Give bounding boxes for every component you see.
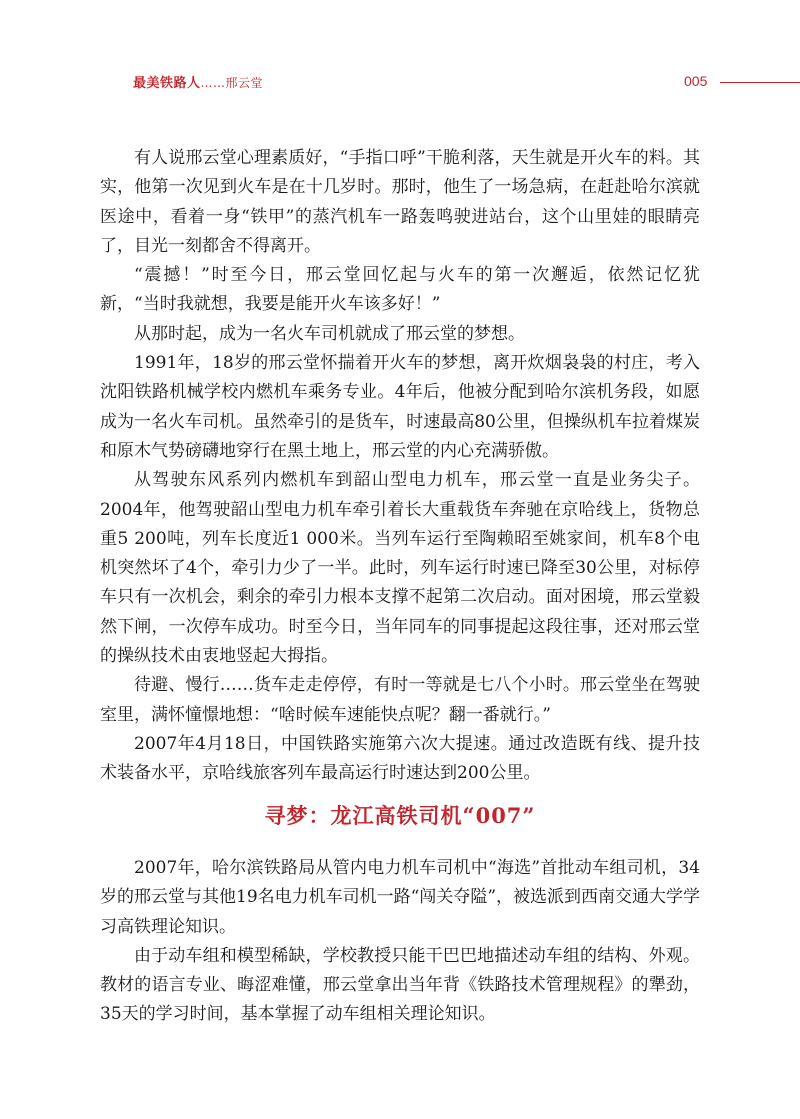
paragraph-7: 2007年4月18日，中国铁路实施第六次大提速。通过改造既有线、提升技术装备水平，京哈线旅客列车最高运行时速达到200公里。	[100, 733, 700, 784]
person-name: 邢云堂	[225, 76, 264, 90]
paragraph-5: 从驾驶东风系列内燃机车到韶山型电力机车，邢云堂一直是业务尖子。2004年，他驾驶韶山型电力机车牵引着长大重载货车奔驰在京哈线上，货物总重5 200吨，列车长度近1 000米。当列车运行至陶赖昭至姚家间，机车8个电机突然坏了4个，牵引力少了一半。此时，列车运行时速已降至30公里，对标停车只有一次机会，剩余的牵引力根本支撑不起第二次启动。面对困境，邢云堂毅然下闸，一次停车成功。时至今日，当年同车的同事提起这段往事，还对邢云堂的操纵技术由衷地竖起大拇指。	[100, 470, 700, 667]
paragraph-3: 从那时起，成为一名火车司机就成了邢云堂的梦想。	[134, 323, 525, 344]
body-text	[100, 144, 700, 789]
header-separator: ……	[200, 76, 226, 90]
section-paragraph-1: 2007年，哈尔滨铁路局从管内电力机车司机中“海选”首批动车组司机，34岁的邢云堂与其他19名电力机车司机一路“闯关夺隘”，被选派到西南交通大学学习高铁理论知识。	[100, 858, 701, 937]
section-title: 寻梦：龙江高铁司机“007”	[264, 803, 536, 828]
paragraph-1: 有人说邢云堂心理素质好，“手指口呼”干脆利落，天生就是开火车的料。其实，他第一次见到火车是在十几岁时。那时，他生了一场急病，在赶赴哈尔滨就医途中，看着一身“铁甲”的蒸汽机车一路轰鸣驶进站台，这个山里娃的眼睛亮了，目光一刻都舍不得离开。	[100, 148, 700, 256]
section-paragraph-2: 由于动车组和模型稀缺，学校教授只能干巴巴地描述动车组的结构、外观。教材的语言专业、晦涩难懂，邢云堂拿出当年背《铁路技术管理规程》的犟劲，35天的学习时间，基本掌握了动车组相关理论知识。	[100, 945, 700, 1025]
header-rule	[720, 82, 800, 83]
paragraph-6: 待避、慢行……货车走走停停，有时一等就是七八个小时。邢云堂坐在驾驶室里，满怀憧憬地想：“啥时候车速能快点呢？翻一番就行。”	[100, 675, 700, 725]
paragraph-4: 1991年，18岁的邢云堂怀揣着开火车的梦想，离开炊烟袅袅的村庄，考入沈阳铁路机械学校内燃机车乘务专业。4年后，他被分配到哈尔滨机务段，如愿成为一名火车司机。虽然牵引的是货车，时速最高80公里，但操纵机车拉着煤炭和原木气势磅礴地穿行在黑土地上，邢云堂的内心充满骄傲。	[100, 353, 700, 461]
page-number: 005	[684, 73, 708, 89]
section-body-text	[100, 854, 700, 1030]
paragraph-2: “震撼！”时至今日，邢云堂回忆起与火车的第一次邂逅，依然记忆犹新，“当时我就想，我要是能开火车该多好！”	[100, 265, 700, 315]
running-header	[133, 72, 263, 91]
book-title: 最美铁路人	[133, 76, 201, 91]
